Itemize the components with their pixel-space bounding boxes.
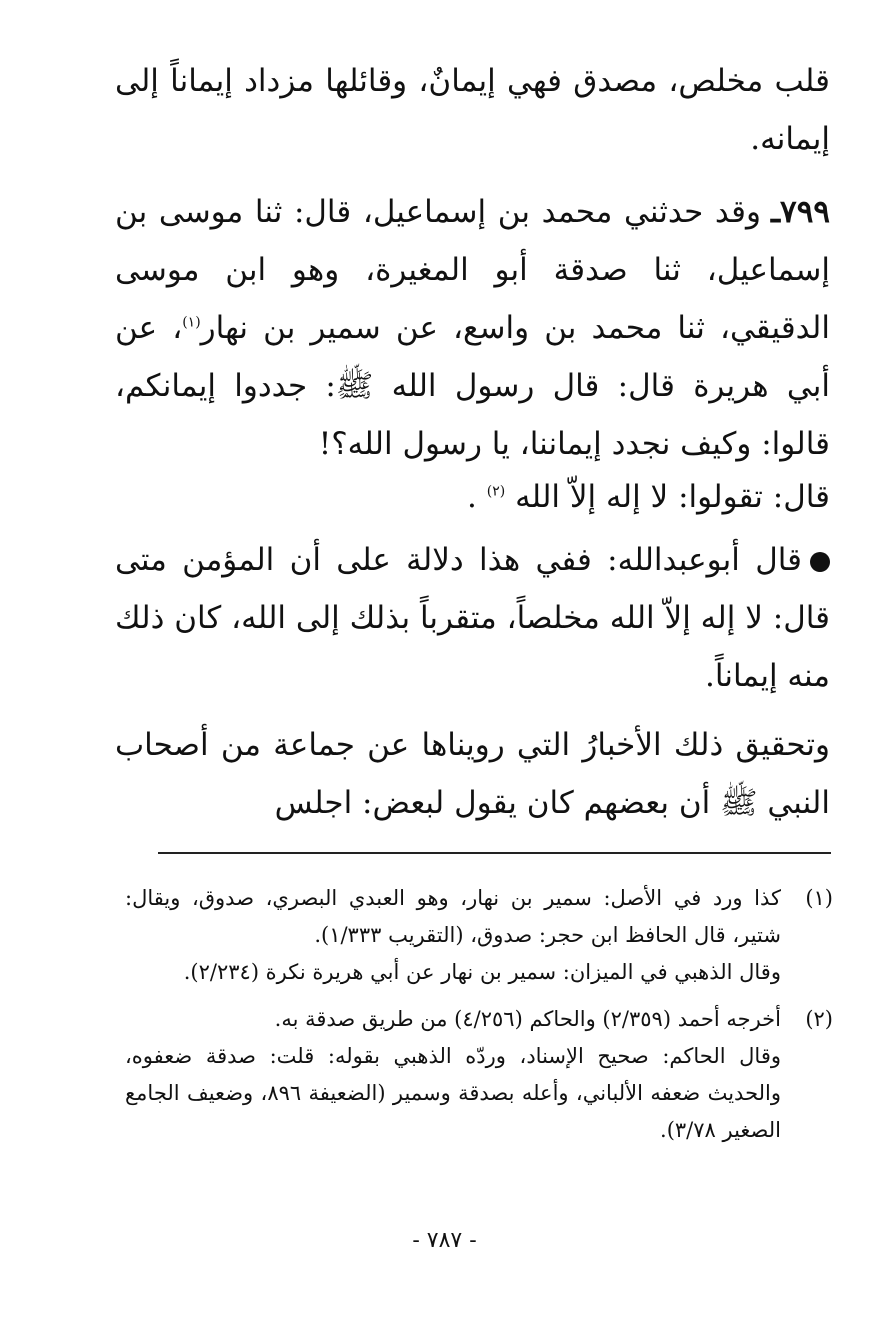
bullet-dot-icon [810, 552, 830, 572]
hadith-answer-text: قال: تقولوا: لا إله إلاّ الله [515, 479, 830, 515]
footnote-ref-1[interactable]: (١) [182, 314, 201, 331]
footnote-2-line-2: وقال الحاكم: صحيح الإسناد، وردّه الذهبي بقوله: قلت: صدقة ضعفوه، والحديث ضعفه الألباني، وأعله بصدقة وسمير (الضعيفة ٨٩٦، وضعيف الجامع الصغير ٣/٧٨). [125, 1044, 781, 1142]
footnote-1-line-2: وقال الذهبي في الميزان: سمير بن نهار عن أبي هريرة نكرة (٢/٢٣٤). [183, 960, 781, 984]
page-number: - ٧٨٧ - [412, 1228, 477, 1253]
hadith-799 [115, 183, 830, 473]
footnote-1-line-1: كذا ورد في الأصل: سمير بن نهار، وهو العبدي البصري، صدوق، ويقال: شتير، قال الحافظ ابن حجر: صدوق، (التقريب ١/٣٣٣). [125, 886, 781, 947]
footnote-2-line-1: أخرجه أحمد (٢/٣٥٩) والحاكم (٤/٢٥٦) من طريق صدقة به. [274, 1007, 781, 1031]
footnote-2 [125, 1001, 833, 1149]
hadith-answer-end: . [467, 479, 477, 515]
footnote-1 [125, 880, 833, 991]
paragraph-next-text: وتحقيق ذلك الأخبارُ التي رويناها عن جماعة من أصحاب النبي ﷺ أن بعضهم كان يقول لبعض: اجلس [115, 727, 830, 821]
footnote-1-number: (١) [805, 886, 833, 910]
hadith-text-2: ، عن أبي هريرة قال: قال رسول الله ﷺ: جددوا إيمانكم، قالوا: وكيف نجدد إيماننا، يا رسول الله؟! [115, 310, 830, 462]
footnote-2-number: (٢) [805, 1007, 833, 1031]
paragraph-continuation-text: قلب مخلص، مصدق فهي إيمانٌ، وقائلها مزداد إيماناً إلى إيمانه. [115, 63, 830, 157]
author-comment [115, 531, 830, 705]
hadith-number: ٧٩٩ـ [770, 194, 830, 230]
hadith-answer [174, 468, 830, 526]
paragraph-next [115, 716, 830, 832]
author-comment-text: قال أبوعبدالله: ففي هذا دلالة على أن المؤمن متى قال: لا إله إلاّ الله مخلصاً، متقرباً بذلك إلى الله، كان ذلك منه إيماناً. [115, 542, 830, 694]
paragraph-continuation [115, 52, 830, 168]
footnote-divider [158, 852, 831, 854]
footnotes [125, 880, 833, 1159]
footnote-ref-2[interactable]: (٢) [486, 483, 506, 500]
hadith-text: وقد حدثني محمد بن إسماعيل، قال: ثنا موسى بن إسماعيل، ثنا صدقة أبو المغيرة، وهو ابن موسى الدقيقي، ثنا محمد بن واسع، عن سمير بن نهار [115, 194, 830, 346]
